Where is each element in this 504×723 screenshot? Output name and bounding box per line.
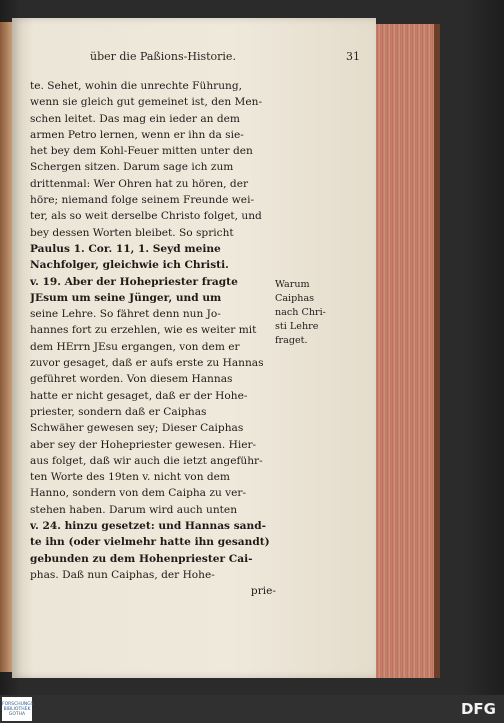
text-line: ter, als so weit derselbe Christo folget, und [30,210,262,223]
text-line: geführet worden. Von diesem Hannas [30,373,233,386]
marginal-line: fraget. [275,335,308,346]
book-spine [0,22,12,672]
library-logo: FORSCHUNGS BIBLIOTHEK GOTHA [2,697,32,721]
text-line: gebunden zu dem Hohenpriester Cai- [30,552,253,565]
text-line: aus folget, daß wir auch die ietzt angeführ- [30,454,263,467]
catchword: prie- [250,585,276,598]
text-line: Schergen sitzen. Darum sage ich zum [30,161,234,174]
text-line: armen Petro lernen, wenn er ihn da sie- [30,128,244,141]
footer-bar [0,695,504,723]
marginal-line: Caiphas [275,293,315,304]
page-number: 31 [346,50,360,63]
marginal-line: sti Lehre [275,321,319,332]
marginal-line: nach Chri- [275,307,326,318]
page-edges [376,24,440,678]
text-line: wenn sie gleich gut gemeinet ist, den Men- [30,96,263,109]
text-line: Hanno, sondern von dem Caipha zu ver- [30,487,247,500]
text-line: bey dessen Worten bleibet. So spricht [30,226,234,239]
marginal-line: Warum [275,279,310,290]
text-line: hatte er nicht gesaget, daß er der Hohe- [30,389,248,402]
text-line: v. 19. Aber der Hohepriester fragte [30,275,238,288]
text-line: Paulus 1. Cor. 11, 1. Seyd meine [30,242,221,255]
text-line: priester, sondern daß er Caiphas [30,405,207,418]
dfg-logo: DFG [460,700,496,718]
text-line: drittenmal: Wer Ohren hat zu hören, der [30,177,249,190]
text-line: dem HErrn JEsu ergangen, von dem er [30,340,240,353]
text-line: seine Lehre. So fähret denn nun Jo- [30,308,221,321]
text-line: JEsum um seine Jünger, und um [30,291,222,304]
text-line: te. Sehet, wohin die unrechte Führung, [30,80,243,92]
text-line: phas. Daß nun Caiphas, der Hohe- [30,568,215,581]
text-line: te ihn (oder vielmehr hatte ihn gesandt) [30,536,270,549]
text-line: v. 24. hinzu gesetzet: und Hannas sand- [30,520,267,533]
body-text [30,78,276,600]
running-head-title: über die Paßions-Historie. [90,50,236,63]
text-line: ten Worte des 19ten v. nicht von dem [30,471,230,484]
text-line: Schwäher gewesen sey; Dieser Caiphas [30,422,244,435]
text-line: aber sey der Hohepriester gewesen. Hier- [30,438,257,451]
text-line: hannes fort zu erzehlen, wie es weiter mit [30,324,257,337]
text-line: schen leitet. Das mag ein ieder an dem [30,112,240,125]
text-line: höre; niemand folge seinem Freunde wei- [30,194,255,207]
text-line: het bey dem Kohl-Feuer mitten unter den [30,145,253,158]
text-line: Nachfolger, gleichwie ich Christi. [30,259,229,272]
text-line: zuvor gesaget, daß er aufs erste zu Hannas [30,357,264,370]
text-line: stehen haben. Darum wird auch unten [30,503,238,516]
marginal-note [275,278,335,348]
